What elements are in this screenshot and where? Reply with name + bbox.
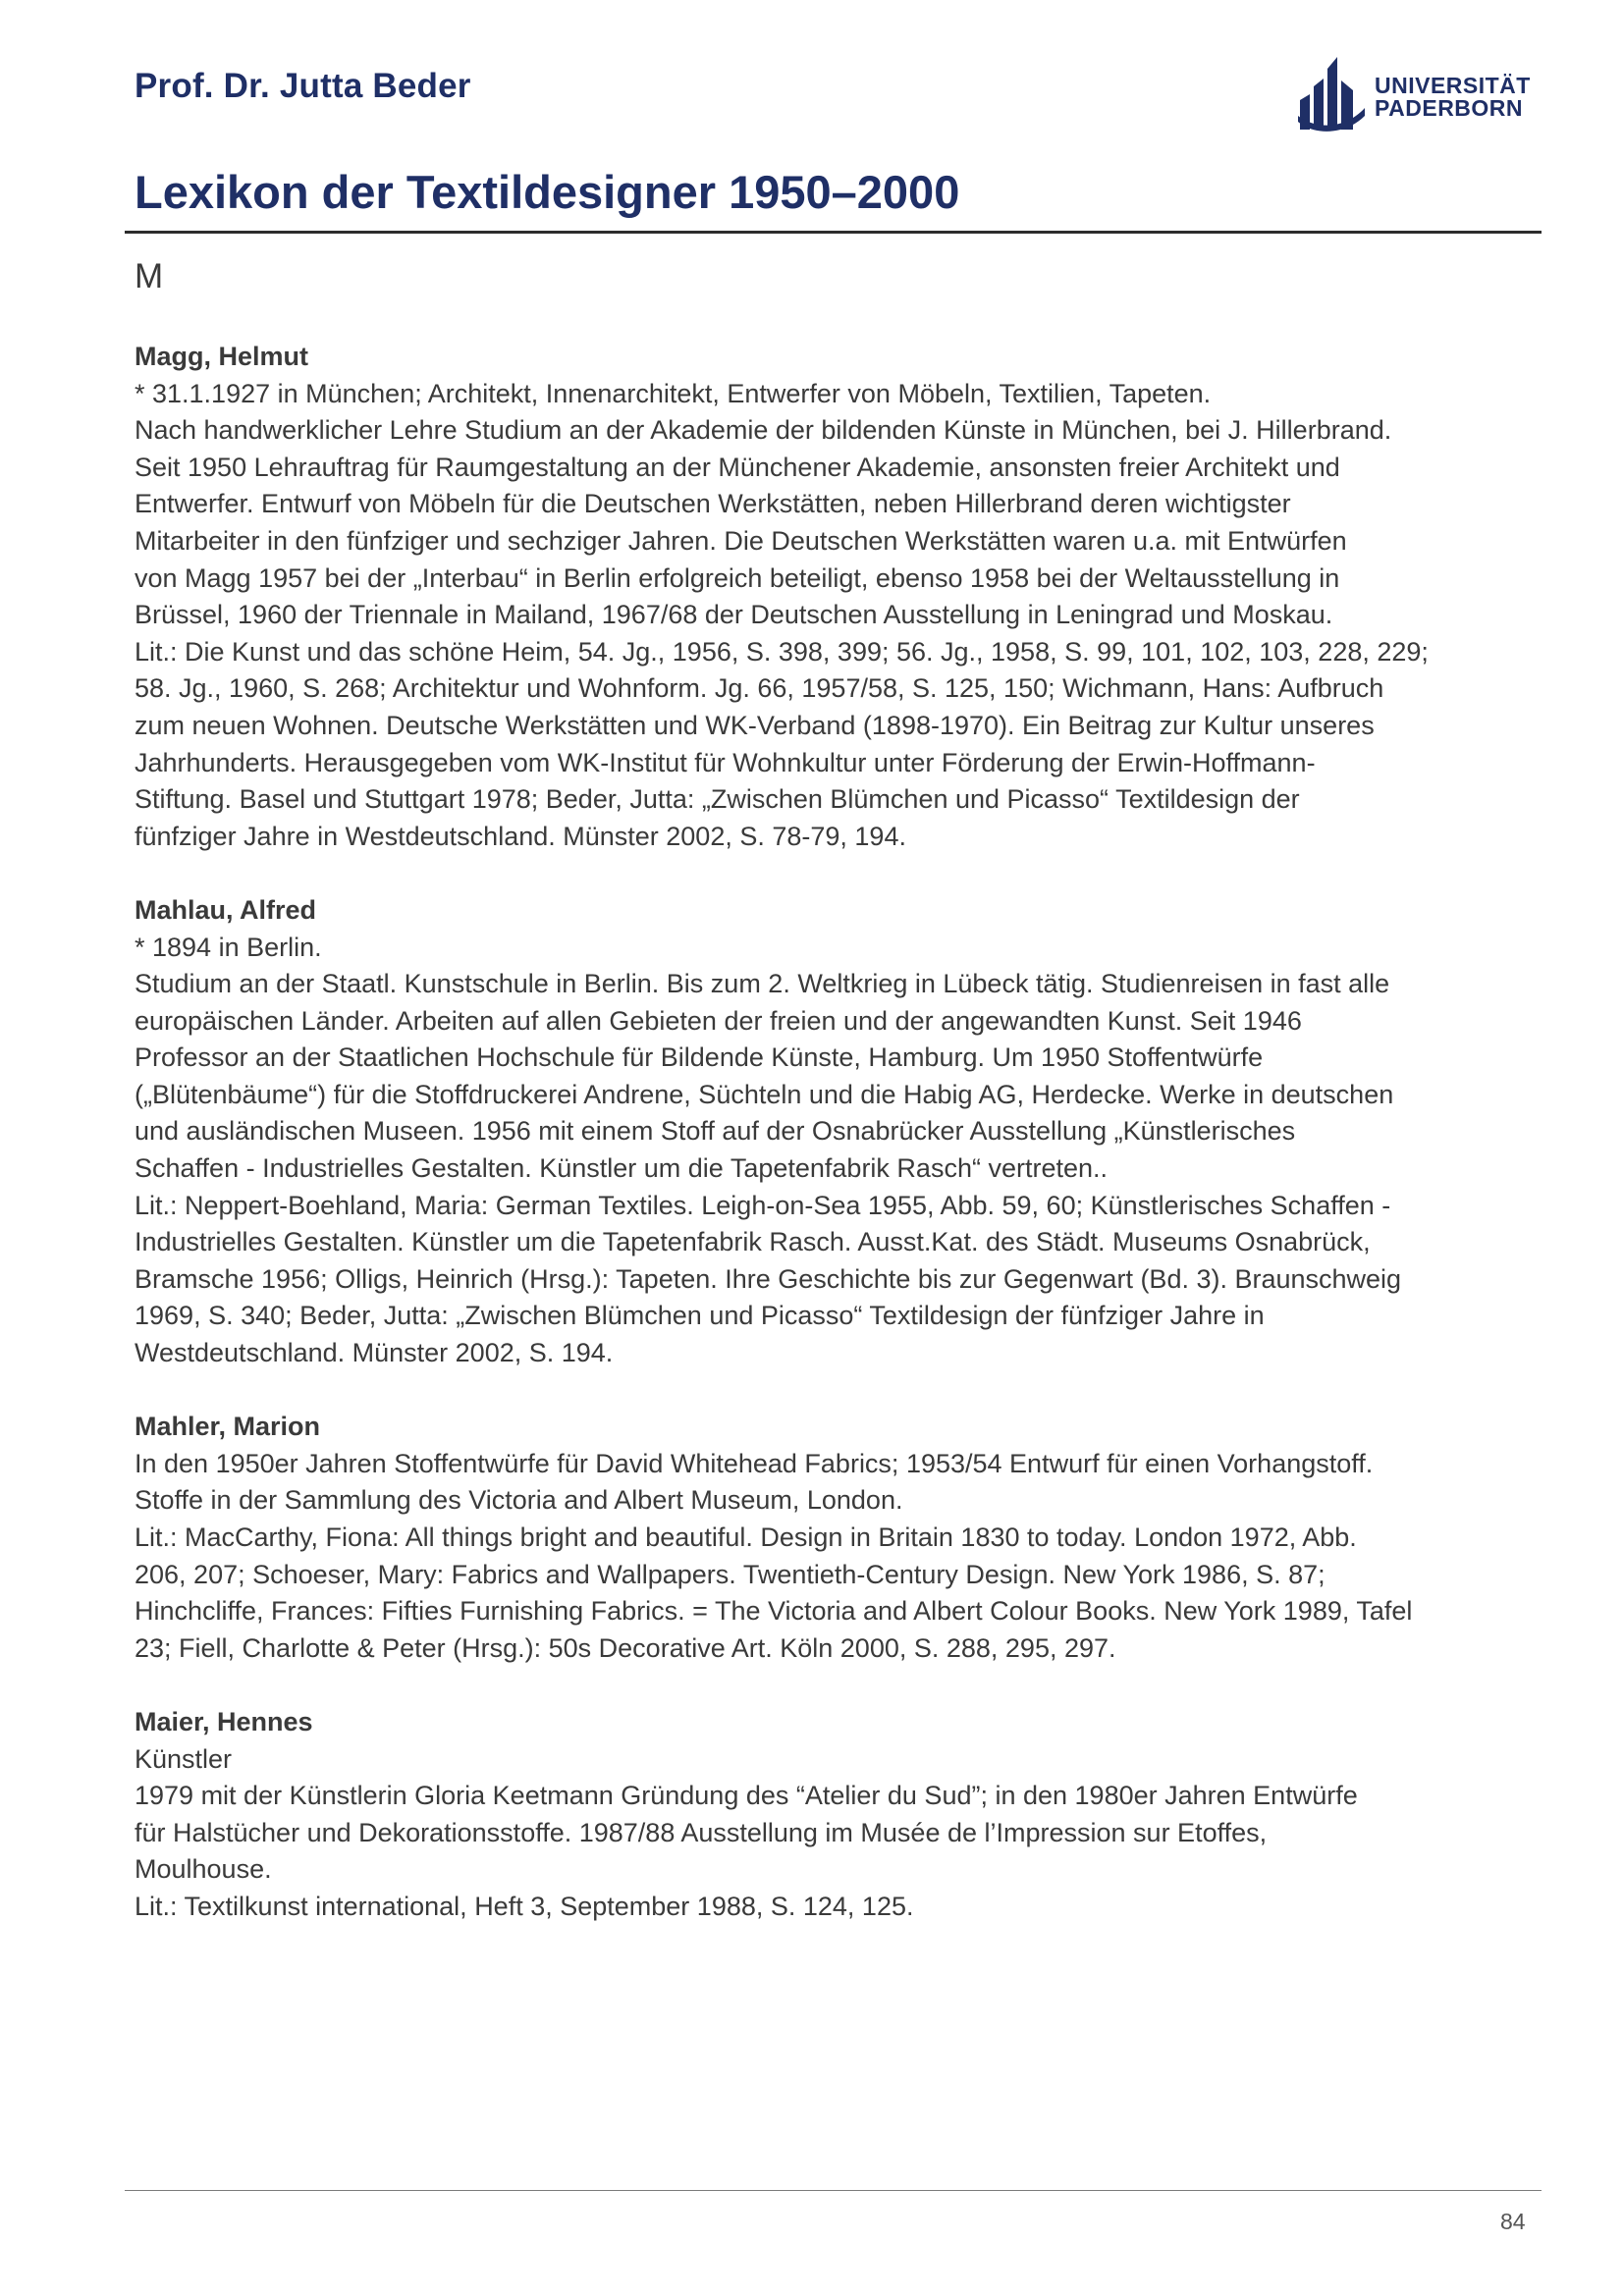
entry-line: Stiftung. Basel und Stuttgart 1978; Beder, Jutta: „Zwischen Blümchen und Picasso“ Textildesign der (135, 784, 1300, 815)
entry-line: Studium an der Staatl. Kunstschule in Berlin. Bis zum 2. Weltkrieg in Lübeck tätig. Studienreisen in fast alle (135, 969, 1390, 999)
logo-line-2: PADERBORN (1375, 95, 1524, 121)
entry-line: Lit.: Neppert-Boehland, Maria: German Textiles. Leigh-on-Sea 1955, Abb. 59, 60; Künstlerisches Schaffen - (135, 1190, 1391, 1220)
page-title: Lexikon der Textildesigner 1950–2000 (135, 166, 960, 218)
entry-line: Seit 1950 Lehrauftrag für Raumgestaltung an der Münchener Akademie, ansonsten freier Architekt und (135, 452, 1340, 482)
entry-line: zum neuen Wohnen. Deutsche Werkstätten und WK-Verband (1898-1970). Ein Beitrag zur Kultur unseres (135, 710, 1375, 740)
entry-line: * 31.1.1927 in München; Architekt, Innenarchitekt, Entwerfer von Möbeln, Textilien, Tapeten. (135, 378, 1212, 408)
entry-line: fünfziger Jahre in Westdeutschland. Münster 2002, S. 78-79, 194. (135, 821, 906, 851)
entry-line: von Magg 1957 bei der „Interbau“ in Berlin erfolgreich beteiligt, ebenso 1958 bei der Weltausstellung in (135, 562, 1340, 593)
entry-line: („Blütenbäume“) für die Stoffdruckerei Andrene, Süchteln und die Habig AG, Herdecke. Werke in deutschen (135, 1079, 1394, 1109)
author-name: Prof. Dr. Jutta Beder (135, 67, 471, 105)
lexicon-entries (135, 339, 1529, 1962)
entry-line: Moulhouse. (135, 1854, 272, 1885)
entry-line: Lit.: MacCarthy, Fiona: All things bright and beautiful. Design in Britain 1830 to today. London 1972, Abb. (135, 1522, 1357, 1552)
entry-line: Entwerfer. Entwurf von Möbeln für die Deutschen Werkstätten, neben Hillerbrand deren wichtigster (135, 489, 1291, 519)
entry-name: Mahler, Marion (135, 1412, 321, 1442)
entry-line: Nach handwerklicher Lehre Studium an der Akademie der bildenden Künste in München, bei J. Hillerbrand. (135, 415, 1392, 446)
entry-line: Bramsche 1956; Olligs, Heinrich (Hrsg.): Tapeten. Ihre Geschichte bis zur Gegenwart (Bd. 3). Braunschweig (135, 1263, 1402, 1294)
entry-magg (135, 339, 1529, 855)
entry-mahler (135, 1409, 1529, 1667)
section-letter: M (135, 257, 164, 295)
entry-line: für Halstücher und Dekorationsstoffe. 1987/88 Ausstellung im Musée de l’Impression sur Etoffes, (135, 1817, 1268, 1847)
entry-line: Künstler (135, 1743, 233, 1774)
entry-line: europäischen Länder. Arbeiten auf allen Gebieten der freien und der angewandten Kunst. Seit 1946 (135, 1005, 1302, 1036)
header-divider (125, 231, 1542, 234)
entry-line: Professor an der Staatlichen Hochschule für Bildende Künste, Hamburg. Um 1950 Stoffentwürfe (135, 1042, 1264, 1073)
entry-line: * 1894 in Berlin. (135, 932, 322, 962)
entry-line: 58. Jg., 1960, S. 268; Architektur und Wohnform. Jg. 66, 1957/58, S. 125, 150; Wichmann, Hans: Aufbruch (135, 673, 1384, 704)
entry-line: 206, 207; Schoeser, Mary: Fabrics and Wallpapers. Twentieth-Century Design. New York 1986, S. 87; (135, 1559, 1325, 1589)
entry-line: In den 1950er Jahren Stoffentwürfe für David Whitehead Fabrics; 1953/54 Entwurf für einen Vorhangstoff. (135, 1448, 1374, 1478)
entry-line: 1979 mit der Künstlerin Gloria Keetmann Gründung des “Atelier du Sud”; in den 1980er Jahren Entwürfe (135, 1781, 1358, 1811)
entry-line: Lit.: Die Kunst und das schöne Heim, 54. Jg., 1956, S. 398, 399; 56. Jg., 1958, S. 99, 101, 102, 103, 228, 229; (135, 636, 1429, 667)
entry-line: Hinchcliffe, Frances: Fifties Furnishing Fabrics. = The Victoria and Albert Colour Books. New York 1989, Tafel (135, 1596, 1413, 1627)
university-logo-icon (1296, 51, 1367, 132)
entry-line: 23; Fiell, Charlotte & Peter (Hrsg.): 50s Decorative Art. Köln 2000, S. 288, 295, 297. (135, 1632, 1116, 1663)
entry-line: Industrielles Gestalten. Künstler um die Tapetenfabrik Rasch. Ausst.Kat. des Städt. Museums Osnabrück, (135, 1227, 1371, 1257)
footer-divider (125, 2190, 1542, 2191)
entry-name: Magg, Helmut (135, 342, 309, 371)
entry-line: Schaffen - Industrielles Gestalten. Künstler um die Tapetenfabrik Rasch“ vertreten.. (135, 1153, 1109, 1184)
entry-line: Mitarbeiter in den fünfziger und sechziger Jahren. Die Deutschen Werkstätten waren u.a. mit Entwürfen (135, 525, 1347, 556)
page-number: 84 (1500, 2209, 1526, 2234)
entry-name: Maier, Hennes (135, 1706, 313, 1736)
logo-line-1: UNIVERSITÄT (1375, 73, 1531, 98)
entry-maier (135, 1704, 1529, 1926)
university-logo (1296, 51, 1532, 133)
entry-line: und ausländischen Museen. 1956 mit einem Stoff auf der Osnabrücker Ausstellung „Künstlerisches (135, 1116, 1296, 1147)
entry-mahlau (135, 892, 1529, 1372)
entry-name: Mahlau, Alfred (135, 894, 317, 925)
entry-line: Brüssel, 1960 der Triennale in Mailand, 1967/68 der Deutschen Ausstellung in Leningrad und Moskau. (135, 600, 1333, 630)
entry-line: Westdeutschland. Münster 2002, S. 194. (135, 1338, 614, 1368)
entry-line: Jahrhunderts. Herausgegeben vom WK-Institut für Wohnkultur unter Förderung der Erwin-Hoffmann- (135, 747, 1316, 777)
entry-line: Stoffe in der Sammlung des Victoria and Albert Museum, London. (135, 1485, 903, 1516)
entry-line: Lit.: Textilkunst international, Heft 3, September 1988, S. 124, 125. (135, 1891, 914, 1921)
entry-line: 1969, S. 340; Beder, Jutta: „Zwischen Blümchen und Picasso“ Textildesign der fünfziger Jahre in (135, 1301, 1265, 1331)
